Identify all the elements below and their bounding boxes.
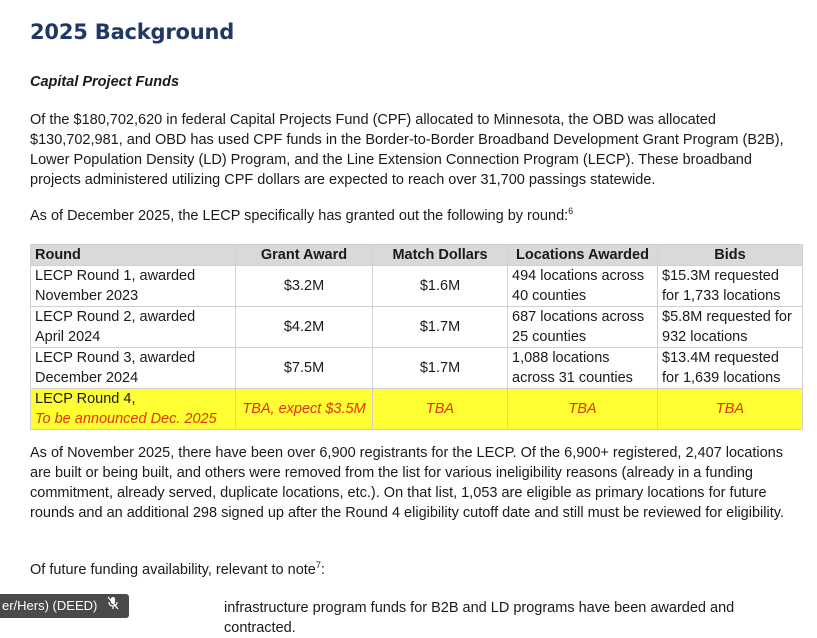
round-cell: LECP Round 2, awarded April 2024 — [31, 307, 236, 348]
column-header: Bids — [658, 245, 803, 266]
grant-cell: TBA, expect $3.5M — [236, 389, 373, 430]
bids-cell: TBA — [658, 389, 803, 430]
table-header-row — [31, 245, 803, 266]
paragraph-lecp-intro: As of December 2025, the LECP specifically has granted out the following by round:$^6$ — [30, 206, 574, 224]
match-cell: $1.6M — [373, 266, 508, 307]
table-row-tba — [31, 389, 803, 430]
round-cell: LECP Round 4, To be announced Dec. 2025 — [31, 389, 236, 430]
match-cell: TBA — [373, 389, 508, 430]
lecp-rounds-table — [30, 244, 803, 430]
column-header: Locations Awarded — [508, 245, 658, 266]
table-row — [31, 307, 803, 348]
muted-mic-icon — [107, 596, 119, 613]
paragraph-bullet: infrastructure program funds for B2B and LD programs have been awarded and contracted. — [224, 600, 735, 636]
grant-cell: $7.5M — [236, 348, 373, 389]
match-cell: $1.7M — [373, 348, 508, 389]
footnote-marker: 6 — [568, 206, 574, 217]
bids-cell: $13.4M requested for 1,639 locations — [658, 348, 803, 389]
locations-cell: 1,088 locations across 31 counties — [508, 348, 658, 389]
match-cell: $1.7M — [373, 307, 508, 348]
column-header: Match Dollars — [373, 245, 508, 266]
speaker-name: er/Hers) (DEED) — [2, 598, 98, 613]
grant-cell: $4.2M — [236, 307, 373, 348]
locations-cell: 494 locations across 40 counties — [508, 266, 658, 307]
round-cell: LECP Round 1, awarded November 2023 — [31, 266, 236, 307]
bids-cell: $15.3M requested for 1,733 locations — [658, 266, 803, 307]
section-subheading: Capital Project Funds — [30, 74, 180, 90]
paragraph-cpf-allocation: Of the $180,702,620 in federal Capital Projects Fund (CPF) allocated to Minnesota, the OBD was allocated $130,702,981, and OBD has used CPF funds in the Border-to-Border Broadband Development Grant Program (B2B), Lower Population Density (LD) Program, and the Line Extension Connection Program (LECP). These broadband projects administered utilizing CPF dollars are expected to reach over 31,700 passings statewide. — [30, 112, 784, 188]
page-title: 2025 Background — [30, 20, 235, 44]
locations-cell: 687 locations across 25 counties — [508, 307, 658, 348]
table-row — [31, 266, 803, 307]
round-cell: LECP Round 3, awarded December 2024 — [31, 348, 236, 389]
bids-cell: $5.8M requested for 932 locations — [658, 307, 803, 348]
meeting-speaker-overlay[interactable] — [0, 594, 129, 618]
footnote-marker: 7 — [315, 560, 321, 571]
paragraph-future-funding: Of future funding availability, relevant to note$^7$: — [30, 560, 325, 578]
table-row — [31, 348, 803, 389]
paragraph-registrants: As of November 2025, there have been over 6,900 registrants for the LECP. Of the 6,900+ registered, 2,407 locations are built or being built, and others were removed from the list for various ineligibility reasons (already in a funding commitment, already served, duplicate locations, etc.). On that list, 1,053 are eligible as primary locations for future rounds and an additional 298 signed up after the Round 4 eligibility cutoff date and still must be reviewed for eligibility. — [30, 445, 784, 521]
column-header: Grant Award — [236, 245, 373, 266]
grant-cell: $3.2M — [236, 266, 373, 307]
column-header: Round — [31, 245, 236, 266]
locations-cell: TBA — [508, 389, 658, 430]
